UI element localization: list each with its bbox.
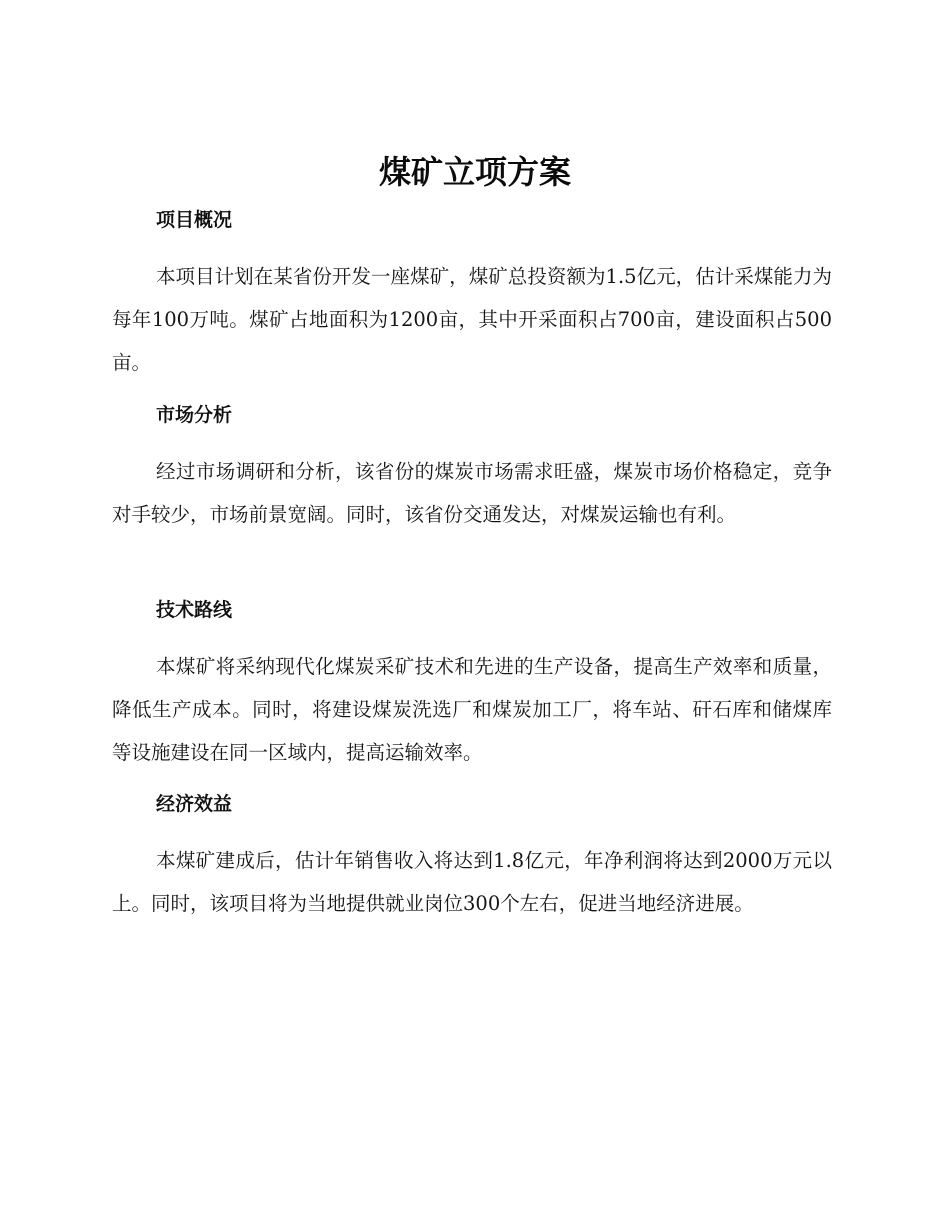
section-technical-route (112, 595, 832, 774)
section-heading: 项目概况 (156, 209, 233, 231)
section-project-overview (112, 205, 832, 384)
section-heading: 经济效益 (156, 793, 233, 815)
section-heading: 技术路线 (156, 599, 233, 621)
document-title: 煤矿立项方案 (378, 153, 571, 191)
section-paragraph: 本煤矿建成后，估计年销售收入将达到1.8亿元，年净利润将达到2000万元以上。同时，该项目将为当地提供就业岗位300个左右，促进当地经济进展。 (112, 849, 832, 915)
section-market-analysis (112, 400, 832, 536)
section-heading: 市场分析 (156, 404, 233, 426)
section-economic-benefits (112, 789, 832, 925)
section-paragraph: 经过市场调研和分析，该省份的煤炭市场需求旺盛，煤炭市场价格稳定，竞争对手较少，市场前景宽阔。同时，该省份交通发达，对煤炭运输也有利。 (112, 460, 832, 526)
section-paragraph: 本煤矿将采纳现代化煤炭采矿技术和先进的生产设备，提高生产效率和质量，降低生产成本。同时，将建设煤炭洗选厂和煤炭加工厂，将车站、矸石库和储煤库等设施建设在同一区域内，提高运输效率。 (112, 655, 832, 764)
section-paragraph: 本项目计划在某省份开发一座煤矿，煤矿总投资额为1.5亿元，估计采煤能力为每年100万吨。煤矿占地面积为1200亩，其中开采面积占700亩，建设面积占500亩。 (112, 265, 832, 374)
